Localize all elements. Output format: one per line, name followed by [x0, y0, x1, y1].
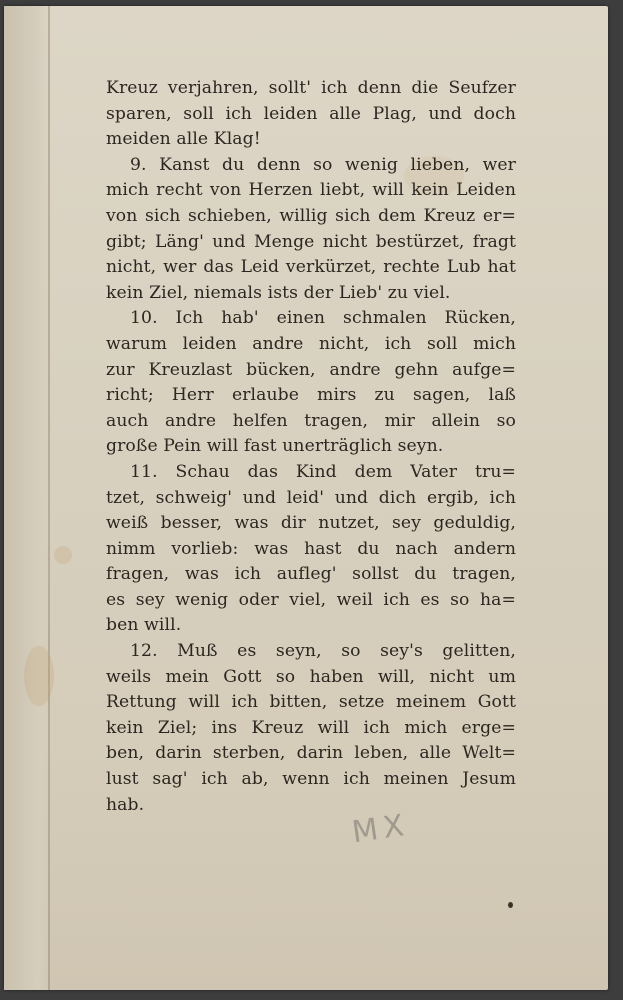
text-line: ben will. [106, 615, 182, 636]
text-line: nimm vorlieb: was hast du nach andern [106, 538, 516, 559]
text-line: mich recht von Herzen liebt, will kein Leiden [106, 180, 516, 201]
verse-9-start: 9. Kanst du denn so wenig lieben, wer [130, 154, 516, 175]
text-line: lust sag' ich ab, wenn ich meinen Jesum [106, 769, 516, 790]
age-stain [54, 546, 72, 564]
text-line: Kreuz verjahren, sollt' ich denn die Seufzer [106, 78, 516, 98]
age-stain [24, 646, 54, 706]
text-line: nicht, wer das Leid verkürzet, rechte Lub hat [106, 257, 516, 278]
text-line: weiß besser, was dir nutzet, sey geduldig, [106, 513, 516, 534]
text-line: große Pein will fast unerträglich seyn. [106, 436, 444, 457]
text-line: fragen, was ich aufleg' sollst du tragen, [106, 564, 516, 585]
text-line: richt; Herr erlaube mirs zu sagen, laß [106, 385, 516, 406]
text-line: tzet, schweig' und leid' und dich ergib, ich [106, 487, 516, 508]
fold-line [48, 6, 50, 990]
verse-12-start: 12. Muß es seyn, so sey's gelitten, [130, 641, 516, 662]
text-line: gibt; Läng' und Menge nicht bestürzet, fragt [106, 231, 516, 252]
text-line: von sich schieben, willig sich dem Kreuz er= [106, 205, 516, 226]
text-line: es sey wenig oder viel, weil ich es so ha= [106, 589, 516, 610]
text-line: kein Ziel, niemals ists der Lieb' zu viel. [106, 282, 451, 303]
verse-10-start: 10. Ich hab' einen schmalen Rücken, [130, 308, 516, 329]
text-line: warum leiden andre nicht, ich soll mich [106, 333, 516, 354]
verse-11-start: 11. Schau das Kind dem Vater tru= [130, 461, 516, 482]
text-line: zur Kreuzlast bücken, andre gehn aufge= [106, 359, 516, 380]
text-line: sparen, soll ich leiden alle Plag, und doch [106, 103, 516, 124]
text-line: Rettung will ich bitten, setze meinem Gott [106, 692, 516, 713]
text-line: hab. [106, 794, 145, 815]
text-line: weils mein Gott so haben will, nicht um [106, 666, 516, 687]
text-line: kein Ziel; ins Kreuz will ich mich erge= [106, 717, 516, 738]
ink-dot [508, 902, 513, 908]
text-line: meiden alle Klag! [106, 129, 261, 150]
text-line: ben, darin sterben, darin leben, alle Welt= [106, 743, 516, 764]
hymn-text [106, 76, 516, 818]
fold-strip [4, 6, 52, 990]
text-line: auch andre helfen tragen, mir allein so [106, 410, 516, 431]
pencil-annotation: M X [349, 808, 405, 851]
